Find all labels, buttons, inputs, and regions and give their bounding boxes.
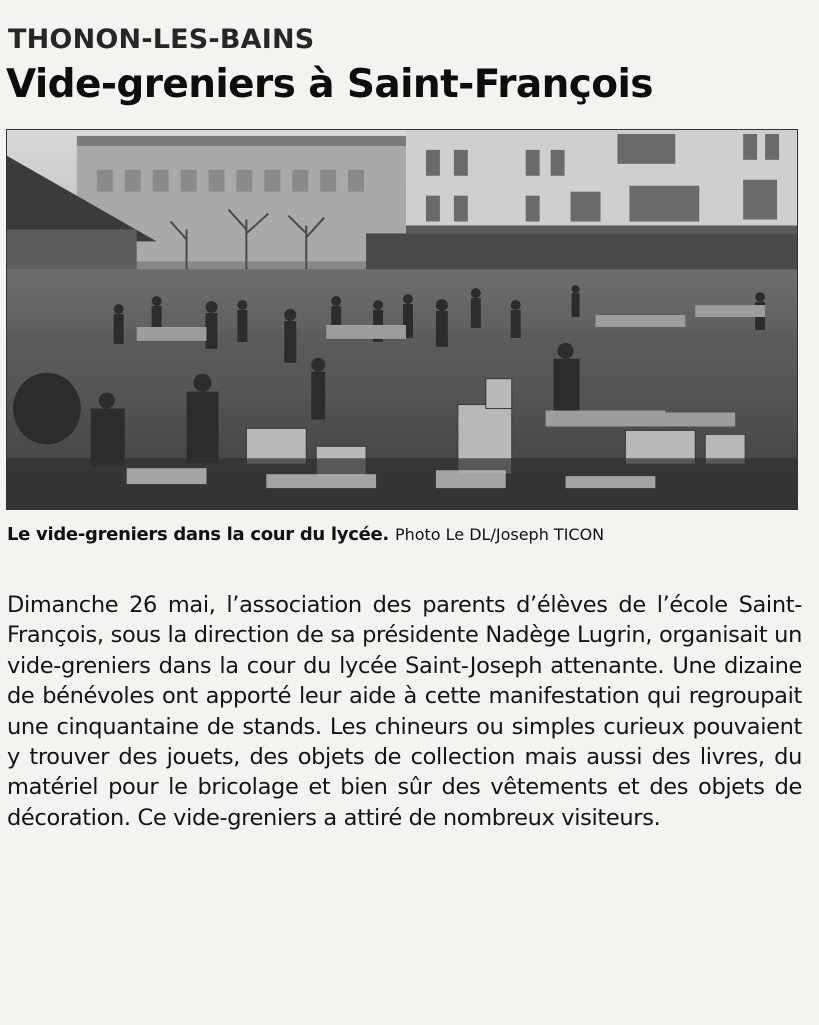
article-headline: Vide-greniers à Saint-François	[6, 62, 653, 107]
photo-caption-text: Le vide-greniers dans la cour du lycée.	[7, 524, 389, 545]
article-kicker: THONON-LES-BAINS	[8, 24, 315, 55]
photo-illustration	[7, 130, 797, 509]
flea-market-photo	[6, 129, 798, 510]
photo-caption	[7, 524, 604, 545]
article-body: Dimanche 26 mai, l’association des parents d’élèves de l’école Saint-François, sous la direction de sa présidente Nadège Lugrin, organisait un vide-greniers dans la cour du lycée Saint-Joseph attenante. Une dizaine de bénévoles ont apporté leur aide à cette manifestation qui regroupait une cinquantaine de stands. Les chineurs ou simples curieux pouvaient y trouver des jouets, des objets de collection mais aussi des livres, du matériel pour le bricolage et bien sûr des vêtements et des objets de décoration. Ce vide-greniers a attiré de nombreux visiteurs.	[7, 592, 802, 831]
photo-credit: Photo Le DL/Joseph TICON	[394, 525, 605, 544]
